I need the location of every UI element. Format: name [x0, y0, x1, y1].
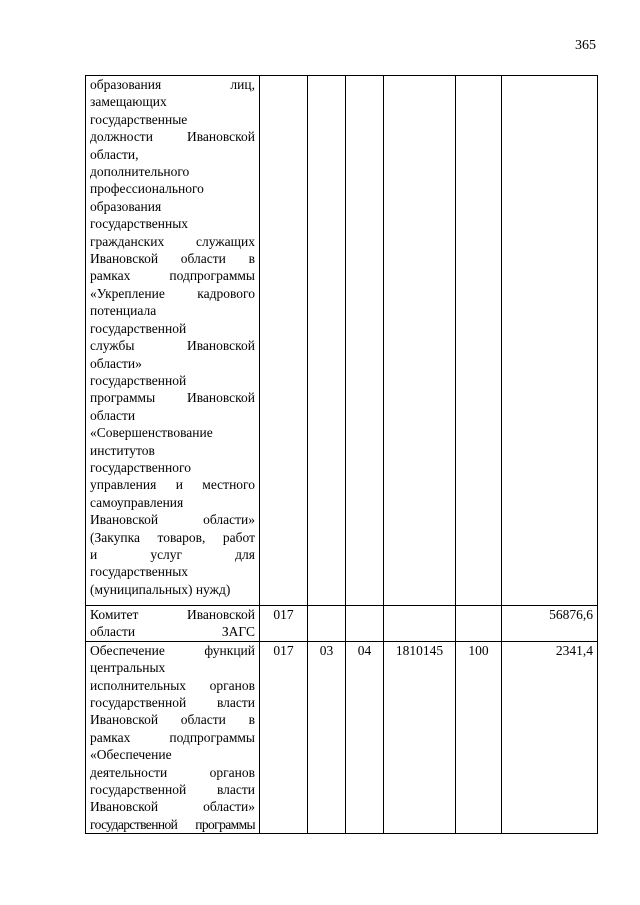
name-line: Ивановской области в: [90, 251, 255, 267]
name-line: Комитет Ивановской: [90, 607, 255, 622]
expense-type-cell: 100: [456, 641, 502, 833]
name-line: службы Ивановской: [90, 338, 255, 354]
name-line: Ивановской области»: [90, 512, 255, 528]
budget-table: [85, 75, 598, 834]
amount-cell: [502, 76, 598, 606]
page-number: 365: [575, 38, 596, 53]
name-line: и услуг для: [90, 546, 255, 562]
expense-type-cell: [456, 76, 502, 606]
section-code-cell: 03: [308, 641, 346, 833]
name-line: должности Ивановской: [90, 129, 255, 145]
subsection-code-cell: [346, 76, 384, 606]
name-line: государственных: [90, 216, 189, 232]
amount-cell: 2341,4: [502, 641, 598, 833]
name-line: рамках подпрограммы: [90, 268, 255, 284]
name-line: государственных: [90, 564, 189, 580]
name-line: образования лиц,: [90, 77, 255, 92]
name-line: «Обеспечение: [90, 747, 172, 763]
name-line: дополнительного: [90, 164, 190, 180]
name-line: программы Ивановской: [90, 390, 255, 406]
name-line: Ивановской области в: [90, 712, 255, 728]
name-line: Ивановской области»: [90, 799, 255, 815]
name-line: государственного: [90, 459, 191, 475]
name-line: образования: [90, 198, 162, 214]
row-name-cell: [86, 641, 260, 833]
ministry-code-cell: [260, 76, 308, 606]
name-line: области»: [90, 355, 142, 371]
target-code-cell: 1810145: [384, 641, 456, 833]
name-line: управления и местного: [90, 477, 255, 493]
subsection-code-cell: [346, 606, 384, 642]
name-line: государственные: [90, 111, 188, 127]
name-line: области,: [90, 146, 139, 162]
name-line: деятельности органов: [90, 764, 255, 780]
name-line: исполнительных органов: [90, 677, 255, 693]
target-code-cell: [384, 606, 456, 642]
target-code-cell: [384, 76, 456, 606]
table-row: [86, 76, 598, 606]
name-line: потенциала: [90, 303, 157, 319]
section-code-cell: [308, 606, 346, 642]
name-line: замещающих: [90, 94, 167, 110]
name-line: (Закупка товаров, работ: [90, 529, 255, 545]
name-line: институтов: [90, 442, 155, 458]
name-line: государственной власти: [90, 782, 255, 798]
table-row: [86, 606, 598, 642]
row-name-cell: [86, 76, 260, 606]
name-line: самоуправления: [90, 494, 184, 510]
section-code-cell: [308, 76, 346, 606]
name-line: гражданских служащих: [90, 233, 255, 249]
subsection-code-cell: 04: [346, 641, 384, 833]
name-line: Обеспечение функций: [90, 642, 255, 658]
expense-type-cell: [456, 606, 502, 642]
name-line: государственной: [90, 320, 187, 336]
name-line: государственной: [90, 372, 187, 388]
ministry-code-cell: 017: [260, 606, 308, 642]
ministry-code-cell: 017: [260, 641, 308, 833]
name-line: области ЗАГС: [90, 624, 255, 640]
table-row: [86, 641, 598, 833]
name-line: рамках подпрограммы: [90, 729, 255, 745]
row-name-cell: [86, 606, 260, 642]
name-line: «Укрепление кадрового: [90, 285, 255, 301]
name-line: (муниципальных) нужд): [90, 581, 231, 597]
name-line: государственной власти: [90, 695, 255, 711]
name-line: области: [90, 407, 136, 423]
amount-cell: 56876,6: [502, 606, 598, 642]
name-line: «Совершенствование: [90, 425, 213, 441]
name-line: профессионального: [90, 181, 204, 197]
name-line: центральных: [90, 660, 166, 676]
name-line: государственной программы: [90, 816, 255, 832]
